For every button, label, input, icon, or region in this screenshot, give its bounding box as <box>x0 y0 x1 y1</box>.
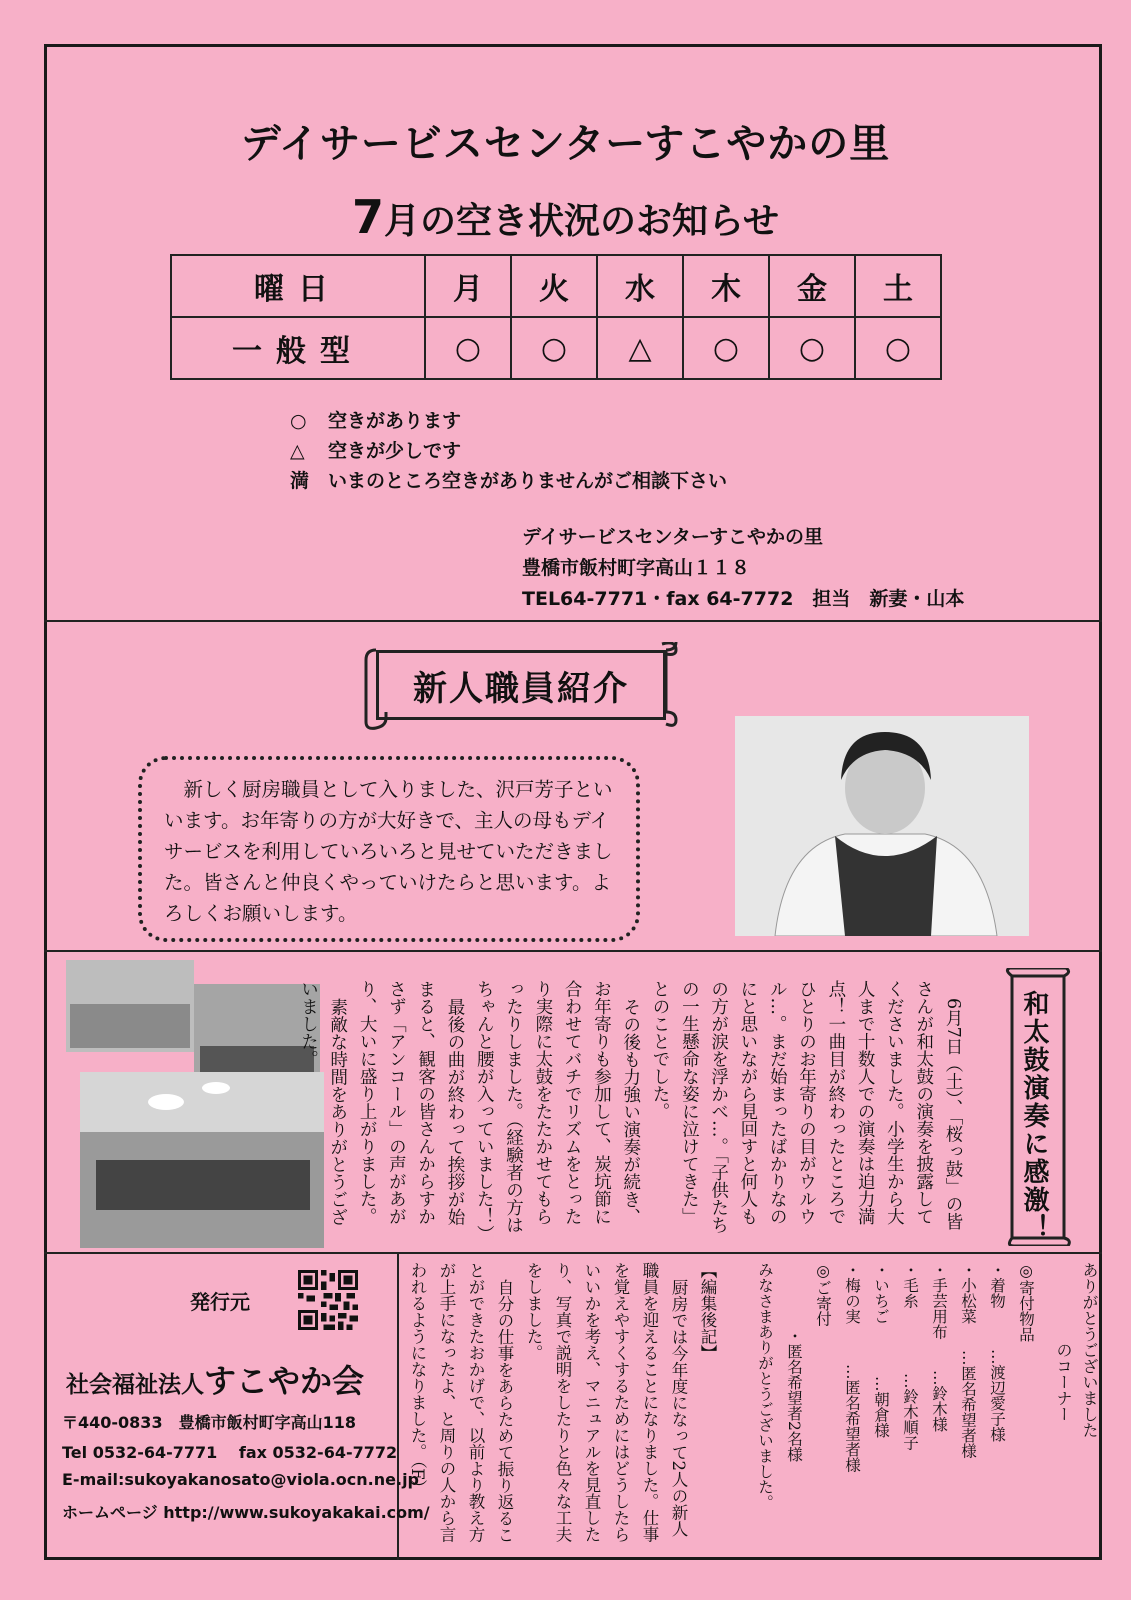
status-cell: ○ <box>683 317 769 379</box>
legend-symbol: 満 <box>290 470 310 492</box>
thanks-closing: みなさまありがとうございました。 <box>756 1262 774 1510</box>
legend-item <box>290 466 727 496</box>
status-cell: △ <box>597 317 683 379</box>
legend-symbol: △ <box>290 440 305 462</box>
month-number: 7 <box>352 190 385 244</box>
publisher-address: 〒440-0833 豊橋市飯村町字高山118 <box>62 1413 356 1432</box>
taiko-photos <box>66 960 324 1248</box>
list-item: ・梅の実…匿名希望者様 <box>843 1262 861 1473</box>
contact-phone: TEL64-7771・fax 64-7772 担当 新妻・山本 <box>522 588 965 610</box>
org-name: すこやか会 <box>204 1362 365 1400</box>
new-staff-banner <box>362 642 680 732</box>
editor-paragraph: 厨房では今年度になって2人の新人職員を迎えることになりました。仕事を覚えやすくするためにはどうしたらいいかを考え、マニュアルを見直したり、写真で説明をしたりと色々な工夫をしました。 <box>524 1262 688 1543</box>
legend-text: 空きがあります <box>328 410 462 432</box>
editor-note <box>408 1262 722 1552</box>
legend <box>290 406 727 496</box>
status-cell: ○ <box>511 317 597 379</box>
thanks-heading <box>1050 1262 1102 1552</box>
list-item: ・着物…渡辺愛子様 <box>988 1262 1006 1442</box>
article-paragraph: その後も力強い演奏が続き、お年寄りも参加して、炭坑節に合わせてバチでリズムをとったり実際に太鼓をたたかせてもらったりしました。（経験者の方はちゃんと腰が入っていました！） <box>474 980 641 1243</box>
publisher-website[interactable]: ホームページ http://www.sukoyakakai.com/ <box>62 1503 430 1522</box>
editor-heading: 【編集後記】 <box>698 1262 717 1361</box>
weekday-header: 曜日 <box>171 255 425 317</box>
divider-middle <box>44 950 1102 952</box>
staff-intro-text: 新しく厨房職員として入りました、沢戸芳子といいます。お年寄りの方が大好きで、主人の母もデイサービスを利用していろいろと見せていただきました。皆さんと仲良くやっていけたらと思います。よろしくお願いします。 <box>138 756 640 942</box>
day-cell: 木 <box>683 255 769 317</box>
list-item: ・毛糸…鈴木順子 <box>901 1262 919 1450</box>
publisher-org <box>66 1356 364 1402</box>
day-cell: 火 <box>511 255 597 317</box>
status-cell: ○ <box>855 317 941 379</box>
availability-table <box>170 254 942 380</box>
publisher-email[interactable]: E-mail:sukoyakanosato@viola.ocn.ne.jp <box>62 1470 419 1489</box>
thanks-heading-line: ありがとうございました <box>1080 1262 1099 1438</box>
list-item: ・いちご…朝倉様 <box>872 1262 890 1438</box>
page-subtitle <box>0 190 1131 244</box>
publisher-label: 発行元 <box>190 1290 250 1314</box>
donation-list <box>740 1262 1040 1552</box>
org-prefix: 社会福祉法人 <box>66 1372 204 1398</box>
qr-code-icon[interactable] <box>298 1270 358 1330</box>
taiko-title: 和太鼓演奏に感激！ <box>1019 990 1049 1242</box>
divider-top <box>44 620 1102 622</box>
donation-label: ◎寄付物品 <box>1017 1262 1035 1342</box>
legend-text: いまのところ空きがありませんがご相談下さい <box>328 470 728 492</box>
legend-item <box>290 436 727 466</box>
divider-bottom <box>44 1252 1102 1254</box>
editor-paragraph: 自分の仕事をあらためて振り返ることができたおかげで、以前より教え方が上手になったよ、と周りの人から言われるようになりました。（F） <box>408 1262 514 1543</box>
taiko-article <box>298 980 967 1243</box>
status-cell: ○ <box>425 317 511 379</box>
list-item: ・匿名希望者2名様 <box>785 1328 803 1462</box>
table-row <box>171 317 941 379</box>
day-cell: 水 <box>597 255 683 317</box>
day-cell: 土 <box>855 255 941 317</box>
page-title: デイサービスセンターすこやかの里 <box>240 121 891 167</box>
contact-name: デイサービスセンターすこやかの里 <box>522 526 823 548</box>
legend-symbol: ○ <box>290 410 307 432</box>
article-paragraph: 最後の曲が終わって挨拶が始まると、観客の皆さんからすかさず「アンコール」の声があがり、大いに盛り上がりました。 <box>357 980 465 1225</box>
table-row <box>171 255 941 317</box>
list-item: ・手芸用布…鈴木様 <box>930 1262 948 1432</box>
list-item: ・小松菜…匿名希望者様 <box>959 1262 977 1459</box>
publisher-phone: Tel 0532-64-7771 fax 0532-64-7772 <box>62 1443 398 1462</box>
contact-address: 豊橋市飯村町字高山１１８ <box>522 557 751 579</box>
contact-block <box>522 522 964 615</box>
thanks-heading-line: のコーナー <box>1054 1342 1073 1422</box>
type-header: 一般型 <box>171 317 425 379</box>
article-paragraph: 6月7日（土）、「桜っ鼓」の皆さんが和太鼓の演奏を披露してくださいました。小学生から大人まで十数人での演奏は迫力満点！一曲目が終わったところでひとりのお年寄りの目がウルウル…。まだ始まったばかりなのにと思いながら見回すと何人もの方が涙を浮かべ…。「子供たちの一生懸命な姿に泣けてきた」とのことでした。 <box>650 980 963 1234</box>
donation-label: ◎ご寄付 <box>814 1262 832 1327</box>
staff-photo <box>735 716 1029 936</box>
day-cell: 金 <box>769 255 855 317</box>
article-paragraph: 素敵な時間をありがとうございました。 <box>298 980 348 1225</box>
status-cell: ○ <box>769 317 855 379</box>
legend-item <box>290 406 727 436</box>
subtitle-text: 月の空き状況のお知らせ <box>384 201 779 242</box>
legend-text: 空きが少しです <box>328 440 462 462</box>
day-cell: 月 <box>425 255 511 317</box>
banner-text: 新人職員紹介 <box>376 650 666 720</box>
